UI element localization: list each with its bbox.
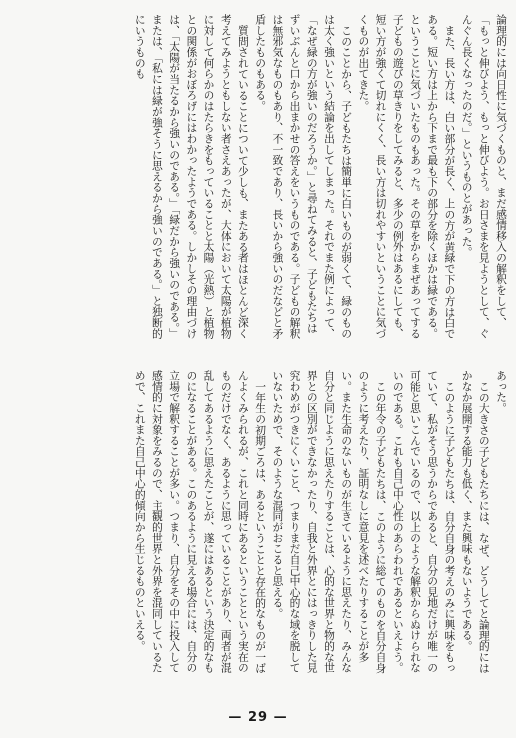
paragraph: あった。 bbox=[495, 370, 508, 414]
paragraph: このように子どもたちは、自分自身の考えのみに興味をもっていて、私がそう思うからであると、自分の見地だけが唯一の可能と思いこんでいるので、以上のような解釈からぬけられないのである。これも自己中心性のあらわれであるといえよう。 bbox=[391, 370, 457, 673]
paragraph: このことから、子どもたちは簡単に白いものが弱くて、緑のものは太く強いという結論を出してしまった。それでまた例によって、「なぜ緑の方が強いのだろうか。」と尋ねてみると、子どもたちはずいぶんと口から出まかせの答えをいうものである。子どもの解釈は無邪気なものもあり、不一致であり、長いから強いのだなどと矛盾したものもある。 bbox=[254, 14, 354, 339]
paragraph: この大きさの子どもたちには、なぜ、どうしてと論理的にはかなか展開する能力も低く、また興味もないようである。 bbox=[460, 370, 491, 673]
paragraph: この年令の子どもたちは、このように総てのものを自分自身のように考えたり、証明なしに意見を述べたりすることが多い。また生命のないものが生きているように思えたり、みんな自分と同じように思えたりすることは、心的な世界と物的な世界との区別ができなかったり、自我と外界とにはっきりした見究わめがつきにくいこと、つまりまだ自己中心的な域を脱していないためで、そのような混同がおこると思える。 bbox=[271, 370, 388, 673]
upper-text-block bbox=[16, 14, 510, 342]
paragraph: また、長い方は、白い部分が長く、上の方が黄緑で下の方は白である。短い方は上から下まで最も下の部分を除くほかは緑である。ということに気づいたものもあった。その草をからまぜあってする子どもの遊びの草きりをしてみると、多少の例外はあるにしても、短い方が強くて切れにくく、長い方は切れやすいということに気づくものが出てきた。 bbox=[357, 14, 457, 339]
lower-text-block bbox=[16, 370, 510, 682]
paragraph: 論理的には向日性に気づくものと、まだ感情移入の解釈をして、「もっと伸びよう、もっと伸びよう。お日さまを見ようとして、ぐんぐん長くなったのだ。」というものとがあった。 bbox=[460, 14, 508, 339]
page-number: — 29 — bbox=[228, 710, 288, 725]
paragraph: 一年生の初期ごろは、あるということと存在的なものが一ばんよくみられるが、これと同時にあるということという実在のものだけでなく、あるように思っていることがあり、両者が混乱してあるように思えたことが、遂にはあるという決定的なものになることがある。このあるように見える場合には、自分の立場で解釈することが多い。つまり、自分をその中に投入して感情的に対象をみるので、主観的世界と外界を混同しているためで、これまた自己中心的傾向から生じるものといえる。 bbox=[133, 370, 268, 673]
paragraph: 質問されていることについて少しも、またある者はほとんど深く考えてみようともしない者さえあったが、大体において太陽が植物に対して何らかのはたらきをもっていることと太陽（光熱）と植物との関係がおぼろげにはわかったようである。しかしその理由づけは、「太陽が当たるから強いのである。」「緑だから強いのである。」または、「私には緑が強そうに思えるから強いのである。」と独断的にいうものも bbox=[133, 14, 250, 339]
